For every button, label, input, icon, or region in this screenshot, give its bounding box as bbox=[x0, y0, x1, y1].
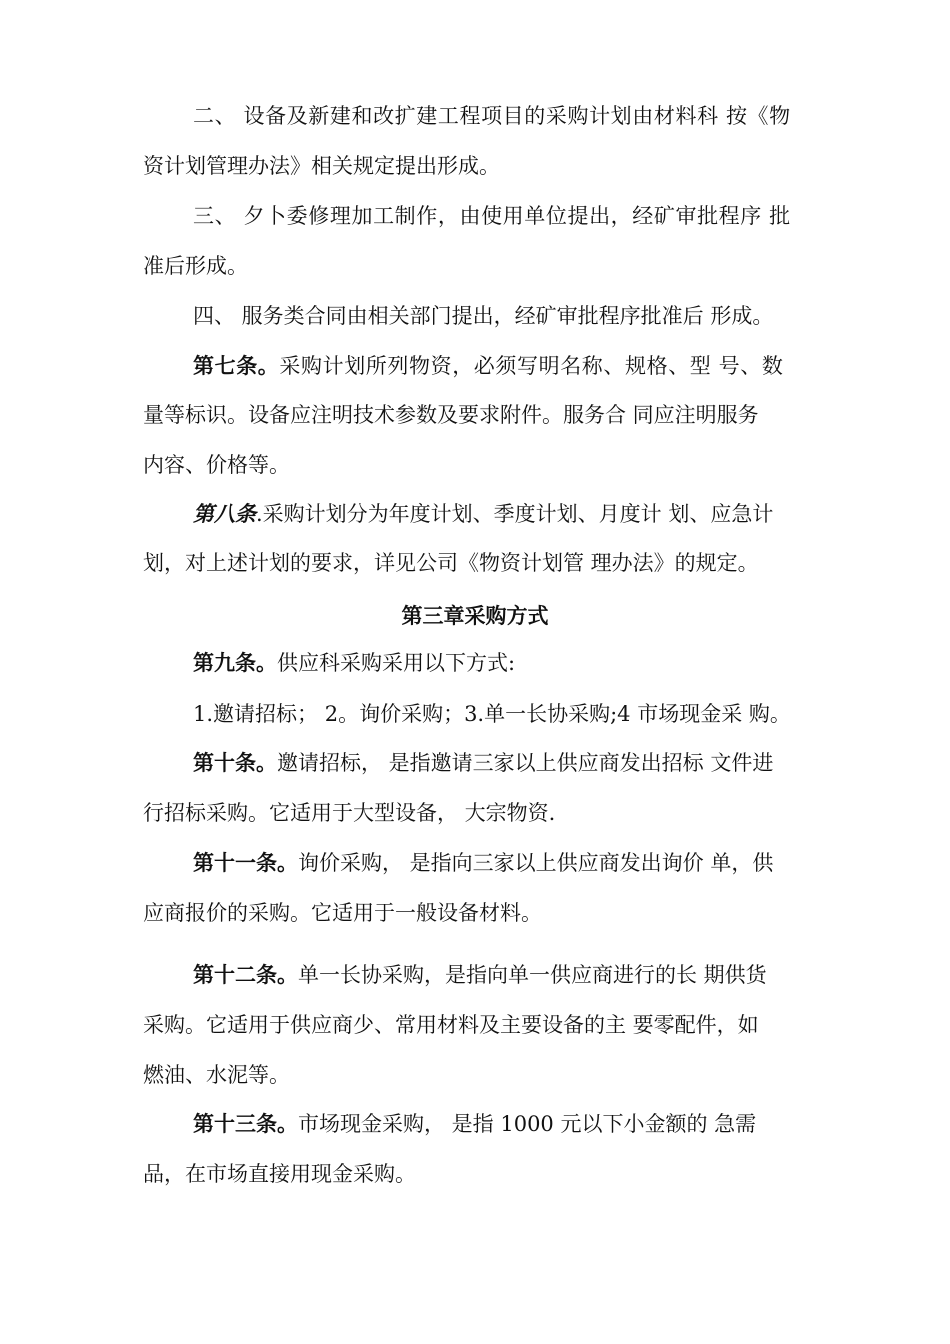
chapter-3-title: 第三章采购方式 bbox=[401, 603, 549, 628]
article-7-line-3: 内容、价格等。 bbox=[143, 453, 290, 477]
article-7-line-2: 量等标识。设备应注明技术参数及要求附件。服务合 同应注明服务 bbox=[143, 403, 759, 427]
article-7-text: 采购计划所列物资，必须写明名称、规格、型 号、数 bbox=[279, 354, 784, 378]
paragraph-item-3-line-1: 三、 夕卜委修理加工制作，由使用单位提出，经矿审批程序 批 bbox=[193, 204, 791, 228]
article-10-label: 第十条。 bbox=[193, 750, 277, 775]
paragraph-item-2-line-1: 二、 设备及新建和改扩建工程项目的采购计划由材料科 按《物 bbox=[193, 104, 791, 128]
paragraph-item-2-line-2: 资计划管理办法》相关规定提出形成。 bbox=[143, 154, 500, 178]
article-7-line-1 bbox=[0, 348, 950, 384]
article-9-label: 第九条。 bbox=[193, 650, 277, 675]
article-10-line-2: 行招标采购。它适用于大型设备， 大宗物资. bbox=[143, 801, 556, 825]
article-12-line-2: 采购。它适用于供应商少、常用材料及主要设备的主 要零配件，如 bbox=[143, 1013, 759, 1037]
article-11-text: 询价采购， 是指向三家以上供应商发出询价 单，供 bbox=[298, 851, 774, 875]
paragraph-item-3-line-2: 准后形成。 bbox=[143, 254, 248, 278]
article-13-text: 市场现金采购， 是指 1000 元以下小金额的 急需 bbox=[298, 1112, 757, 1136]
article-8-text: .采购计划分为年度计划、季度计划、月度计 划、应急计 bbox=[256, 502, 774, 526]
article-13-line-2: 品，在市场直接用现金采购。 bbox=[143, 1162, 416, 1186]
article-7-label: 第七条。 bbox=[193, 353, 280, 378]
article-12-line-1 bbox=[0, 957, 950, 993]
article-12-label: 第十二条。 bbox=[193, 962, 298, 987]
article-11-line-2: 应商报价的采购。它适用于一般设备材料。 bbox=[143, 901, 542, 925]
article-9-text: 供应科采购采用以下方式: bbox=[277, 651, 516, 675]
article-9-line-1 bbox=[0, 645, 950, 681]
article-13-line-1 bbox=[0, 1106, 950, 1142]
article-12-text: 单一长协采购，是指向单一供应商进行的长 期供货 bbox=[298, 963, 767, 987]
article-10-line-1 bbox=[0, 745, 950, 781]
article-13-label: 第十三条。 bbox=[193, 1111, 298, 1136]
article-11-line-1 bbox=[0, 845, 950, 881]
article-10-text: 邀请招标， 是指邀请三家以上供应商发出招标 文件进 bbox=[277, 751, 774, 775]
article-12-line-3: 燃油、水泥等。 bbox=[143, 1063, 290, 1087]
article-8-line-2: 划，对上述计划的要求，详见公司《物资计划管 理办法》的规定。 bbox=[143, 551, 759, 575]
article-11-label: 第十一条。 bbox=[193, 850, 298, 875]
procurement-methods-line: 1.邀请招标； 2。询价采购；3.单一长协采购;4 市场现金采 购。 bbox=[193, 702, 791, 726]
article-8-line-1 bbox=[0, 496, 950, 532]
article-8-label: 第八条 bbox=[193, 501, 256, 526]
paragraph-item-4-line-1: 四、 服务类合同由相关部门提出，经矿审批程序批准后 形成。 bbox=[193, 304, 774, 328]
